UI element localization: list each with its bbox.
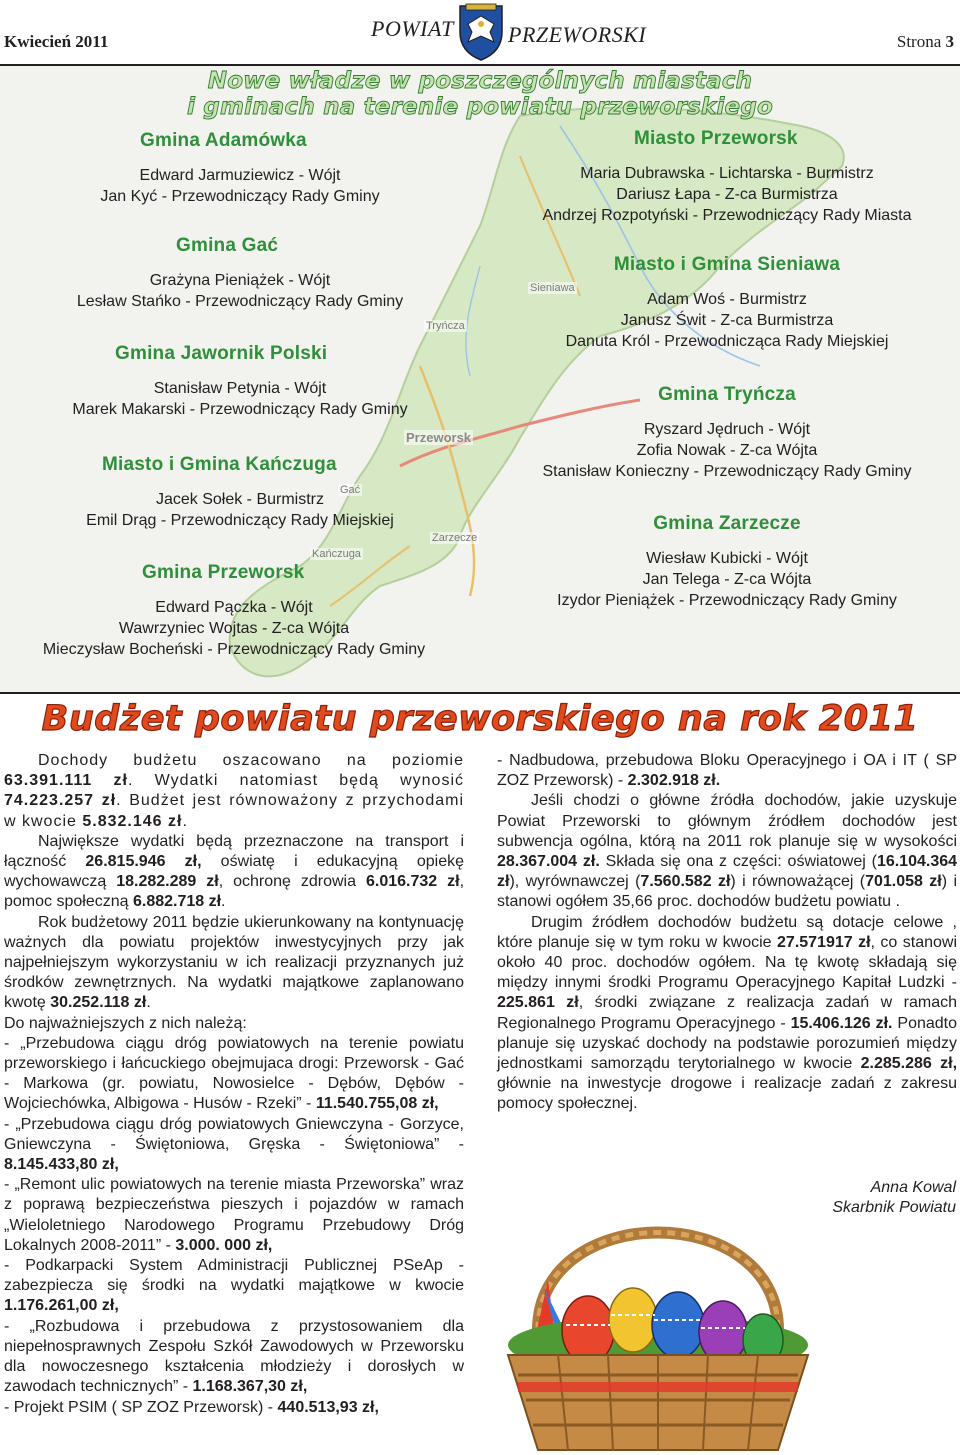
coat-of-arms-icon [456, 2, 506, 62]
gmina-name: Gmina Przeworsk [142, 562, 305, 583]
map-label-sieniawa: Sieniawa [530, 282, 575, 294]
miasto-przeworsk [500, 128, 954, 226]
map-label-gac: Gać [340, 484, 361, 496]
gmina-name: Gmina Jawornik Polski [115, 343, 328, 364]
paragraph: Dochody budżetu oszacowano na poziomie 63.391.111 zł. Wydatki natomiast będą wynosić 74.223.257 zł. Budżet jest równoważony z przychodami w kwocie 5.832.146 zł. [4, 752, 465, 830]
official-row: Zofia Nowak - Z-ca Wójta [636, 442, 818, 459]
gmina-name: Miasto i Gmina Sieniawa [613, 254, 841, 275]
official-row: Jacek Sołek - Burmistrz [155, 491, 325, 508]
paragraph: Największe wydatki będą przeznaczone na transport i łączność 26.815.946 zł, oświatę i edukacyjną opiekę wychowawczą 18.282.289 zł, ochronę zdrowia 6.016.732 zł, pomoc społeczną 6.882.718 zł. [4, 832, 465, 911]
page-label: Strona [896, 32, 942, 51]
gmina-kanczuga [20, 454, 460, 531]
official-row: Wawrzyniec Wojtas - Z-ca Wójta [118, 620, 350, 637]
official-row: Wiesław Kubicki - Wójt [646, 550, 808, 567]
easter-basket-illustration [478, 1160, 838, 1455]
map-label-przeworsk: Przeworsk [406, 430, 472, 445]
map-label-trynczna: Tryńcza [426, 320, 465, 332]
gmina-przeworsk [14, 562, 454, 660]
official-row: Maria Dubrawska - Lichtarska - Burmistrz [580, 165, 874, 182]
official-row: Stanisław Petynia - Wójt [153, 380, 327, 397]
investment-item: - Podkarpacki System Administracji Publicznej PSeAp - zabezpiecza się środki na wydatki majątkowe w kwocie 1.176.261,00 zł, [4, 1257, 464, 1315]
issue-date: Kwiecień 2011 [4, 32, 109, 51]
paragraph: Drugim źródłem dochodów budżetu są dotacje celowe , które planuje się w tym roku w kwocie 27.571917 zł, co stanowi około 40 proc. dochodów ogółem. Na tę kwotę składają się między innymi środki Programu Operacyjnego Kapitał Ludzki - 225.861 zł, środki związane z realizacja zadań w ramach Regionalnego Programu Operacyjnego - 15.406.126 zł. Ponadto planuje się uzyskać dochody na podstawie porozumień między jednostkami samorządu terytorialnego w kwocie 2.285.286 zł, głównie na inwestycje drogowe i realizacje zadań z zakresu pomocy społecznej. [497, 913, 958, 1113]
official-row: Izydor Pieniążek - Przewodniczący Rady Gminy [557, 592, 897, 609]
official-row: Grażyna Pieniążek - Wójt [149, 272, 331, 289]
gmina-name: Gmina Zarzecze [653, 513, 801, 534]
official-row: Jan Telega - Z-ca Wójta [642, 571, 812, 588]
gmina-jawornik-polski [20, 343, 460, 420]
gmina-zarzecze [500, 513, 954, 611]
paragraph: Rok budżetowy 2011 będzie ukierunkowany na kontynuację ważnych dla powiatu projektów inwestycyjnych przy jak najpełniejszym wykorzystaniu w ich realizacji przyznanych już środków zewnętrznych. Na wydatki majątkowe zaplanowano kwotę 30.252.118 zł. [4, 913, 464, 1012]
investment-item: - „Rozbudowa i przebudowa z przystosowaniem dla niepełnosprawnych Zespołu Szkół Zawodowych w Przeworsku dla nowoczesnego kształcenia młodzieży i dorosłych w zawodach technicznych” - 1.168.367,30 zł, [4, 1317, 464, 1396]
signature-block [832, 1178, 956, 1218]
gmina-gac [20, 235, 460, 312]
investment-item: - Nadbudowa, przebudowa Bloku Operacyjnego i OA i IT ( SP ZOZ Przeworsk) - 2.302.918 zł. [497, 752, 957, 790]
paragraph: Jeśli chodzi o główne źródła dochodów, jakie uzyskuje Powiat Przeworski to głównym źródłem dochodów jest subwencja ogólna, którą na 2011 rok planuje się w wysokości 28.367.004 zł. Składa się ona z części: oświatowej (16.104.364 zł), wyrównawczej (7.560.582 zł) i równoważącej (701.058 zł) i stanowi ogółem 35,66 proc. dochodów budżetu powiatu . [497, 792, 958, 911]
gmina-name: Gmina Tryńcza [658, 384, 796, 405]
gmina-name: Gmina Adamówka [140, 130, 307, 151]
official-row: Danuta Król - Przewodnicząca Rady Miejskiej [565, 333, 889, 350]
investment-item: - Projekt PSIM ( SP ZOZ Przeworsk) - 440.513,93 zł, [4, 1398, 379, 1416]
official-row: Edward Pączka - Wójt [155, 599, 313, 616]
official-row: Adam Woś - Burmistrz [647, 291, 807, 308]
official-row: Lesław Stańko - Przewodniczący Rady Gminy [76, 293, 404, 310]
paragraph: Do najważniejszych z nich należą: [4, 1014, 247, 1032]
official-row: Emil Drąg - Przewodniczący Rady Miejskiej [86, 512, 394, 529]
investment-item: - „Przebudowa ciągu dróg powiatowych na terenie powiatu przeworskiego i łańcuckiego obejmujaca drogi: Przeworsk - Gać - Markowa (gr. powiatu, Nowosielce - Dębów, Dębów - Wojciechówka, Albigowa - Husów - Rzeki” - 11.540.755,08 zł, [4, 1034, 464, 1113]
official-row: Jan Kyć - Przewodniczący Rady Gminy [100, 188, 380, 205]
budget-column-right [497, 751, 957, 1115]
map-heading-line1: Nowe władze w poszczególnych miastach [207, 68, 753, 94]
masthead-title-left: POWIAT [371, 16, 454, 41]
masthead-title-right: PRZEWORSKI [508, 22, 647, 47]
page-number-value: 3 [945, 32, 954, 51]
official-row: Dariusz Łapa - Z-ca Burmistrza [616, 186, 838, 203]
gmina-sieniawa [500, 254, 954, 352]
map-label-zarzecze: Zarzecze [432, 532, 478, 544]
map-label-kanczuga: Kańczuga [312, 548, 361, 560]
gmina-name: Gmina Gać [176, 235, 279, 256]
map-heading-line2: i gminach na terenie powiatu przeworskiego [186, 94, 774, 120]
signature-name: Anna Kowal [870, 1179, 956, 1196]
signature-role: Skarbnik Powiatu [832, 1199, 956, 1216]
official-row: Janusz Świt - Z-ca Burmistrza [620, 312, 834, 329]
investment-item: - „Przebudowa ciągu dróg powiatowych Gniewczyna - Gorzyce, Gniewczyna - Świętoniowa, Gręska - Świętoniowa” - 8.145.433,80 zł, [4, 1115, 464, 1174]
gmina-name: Miasto i Gmina Kańczuga [102, 454, 337, 475]
official-row: Andrzej Rozpotyński - Przewodniczący Rady Miasta [542, 207, 912, 224]
official-row: Stanisław Konieczny - Przewodniczący Rady Gminy [542, 463, 912, 480]
gmina-name: Miasto Przeworsk [634, 128, 798, 149]
budget-title: Budżet powiatu przeworskiego na rok 2011 [41, 699, 919, 739]
page-number [897, 32, 954, 52]
official-row: Ryszard Jędruch - Wójt [643, 421, 811, 438]
official-row: Mieczysław Bocheński - Przewodniczący Rady Gminy [42, 641, 426, 658]
gmina-adamowka [20, 130, 460, 207]
gmina-trynczna [500, 384, 954, 482]
section-rule [0, 692, 960, 694]
budget-column-left [4, 751, 464, 1418]
investment-item: - „Remont ulic powiatowych na terenie miasta Przeworska” wraz z poprawą bezpieczeństwa pieszych i pojazdów w ramach „Wieloletniego Narodowego Programu Przebudowy Dróg Lokalnych 2008-2011” - 3.000. 000 zł, [4, 1176, 464, 1254]
official-row: Edward Jarmuziewicz - Wójt [139, 167, 341, 184]
page-header [0, 0, 960, 66]
official-row: Marek Makarski - Przewodniczący Rady Gminy [72, 401, 408, 418]
